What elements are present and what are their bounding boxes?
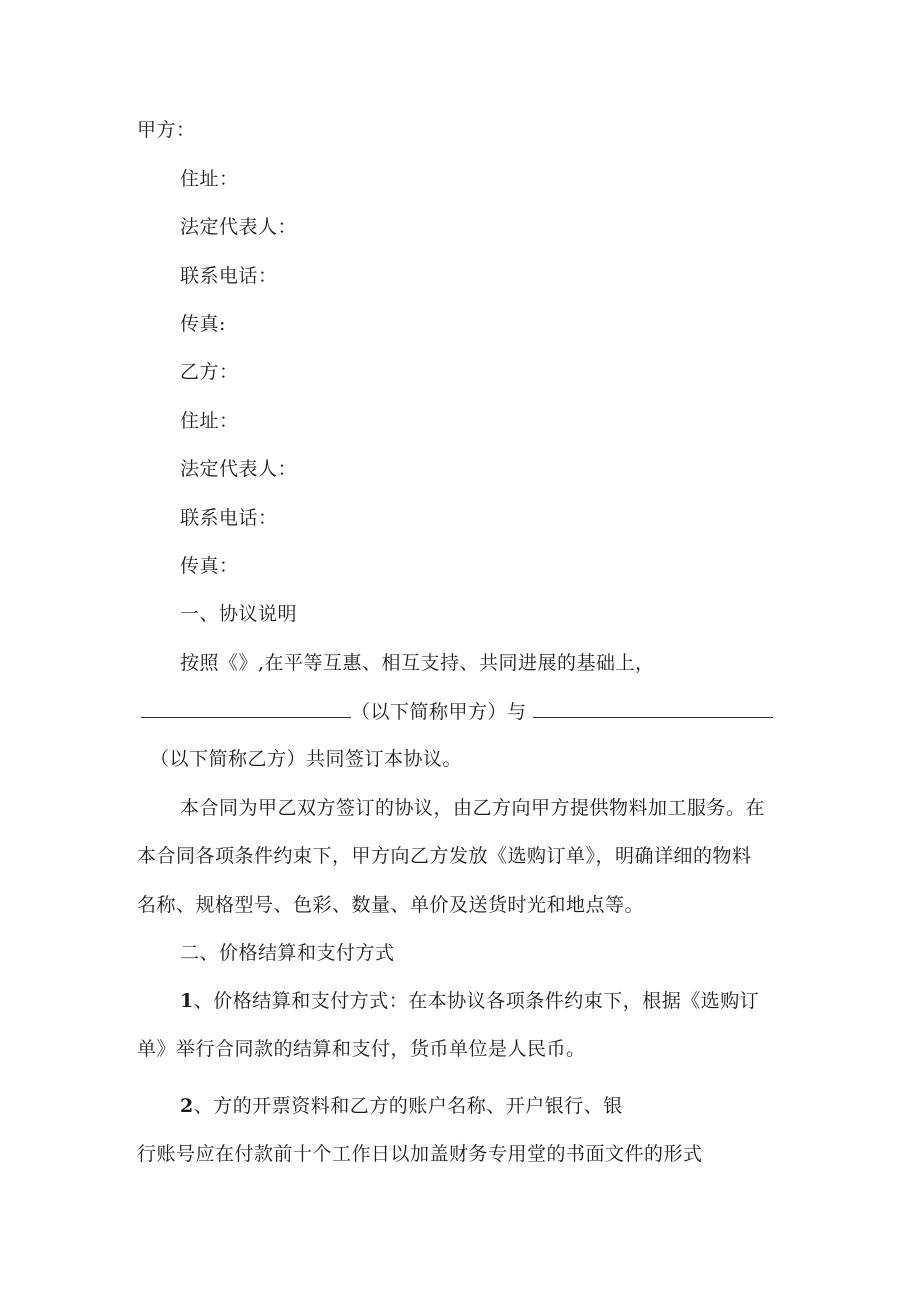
item-1-text: 、价格结算和支付方式：在本协议各项条件约束下，根据《选购订 [193, 990, 760, 1012]
party-b-name-blank [533, 699, 773, 718]
party-b-legal-rep-label: 法定代表人： [180, 458, 298, 480]
party-a-name-blank [141, 699, 351, 718]
section-1-paragraph-line-1: 本合同为甲乙双方签订的协议，由乙方向甲方提供物料加工服务。在 [180, 797, 766, 819]
party-a-legal-rep-label: 法定代表人： [180, 216, 298, 238]
section-2-item-1-line-1 [180, 989, 759, 1013]
party-b-abbrev-line: （以下简称乙方）共同签订本协议。 [150, 748, 463, 770]
party-a-abbrev-text: （以下简称甲方）与 [351, 701, 527, 723]
party-a-label: 甲方： [137, 119, 196, 141]
item-2-number: 2 [180, 1095, 194, 1117]
party-b-address-label: 住址： [180, 410, 239, 432]
party-b-label: 乙方： [180, 361, 239, 383]
party-b-fax-label: 传真： [180, 555, 239, 577]
section-1-paragraph-line-2: 本合同各项条件约束下，甲方向乙方发放《选购订单》，明确详细的物料 [137, 845, 752, 867]
section-2-item-2-line-1 [180, 1094, 623, 1118]
party-b-phone-label: 联系电话： [180, 507, 278, 529]
section-2-heading: 二、价格结算和支付方式 [180, 942, 395, 964]
party-a-phone-label: 联系电话： [180, 265, 278, 287]
item-2-text: 、方的开票资料和乙方的账户名称、开户银行、银 [193, 1095, 623, 1117]
section-1-heading: 一、协议说明 [180, 603, 298, 625]
party-a-address-label: 住址： [180, 168, 239, 190]
item-1-number: 1 [180, 990, 194, 1012]
party-names-line [141, 699, 773, 724]
section-1-paragraph-line-3: 名称、规格型号、色彩、数量、单价及送货时光和地点等。 [137, 894, 645, 916]
section-2-item-2-line-2: 行账号应在付款前十个工作日以加盖财务专用堂的书面文件的形式 [137, 1143, 703, 1165]
party-a-fax-label: 传真: [180, 313, 226, 335]
section-2-item-1-line-2: 单》举行合同款的结算和支付，货币单位是人民币。 [137, 1038, 586, 1060]
section-1-intro-line: 按照《》,在平等互惠、相互支持、共同进展的基础上， [180, 652, 655, 674]
